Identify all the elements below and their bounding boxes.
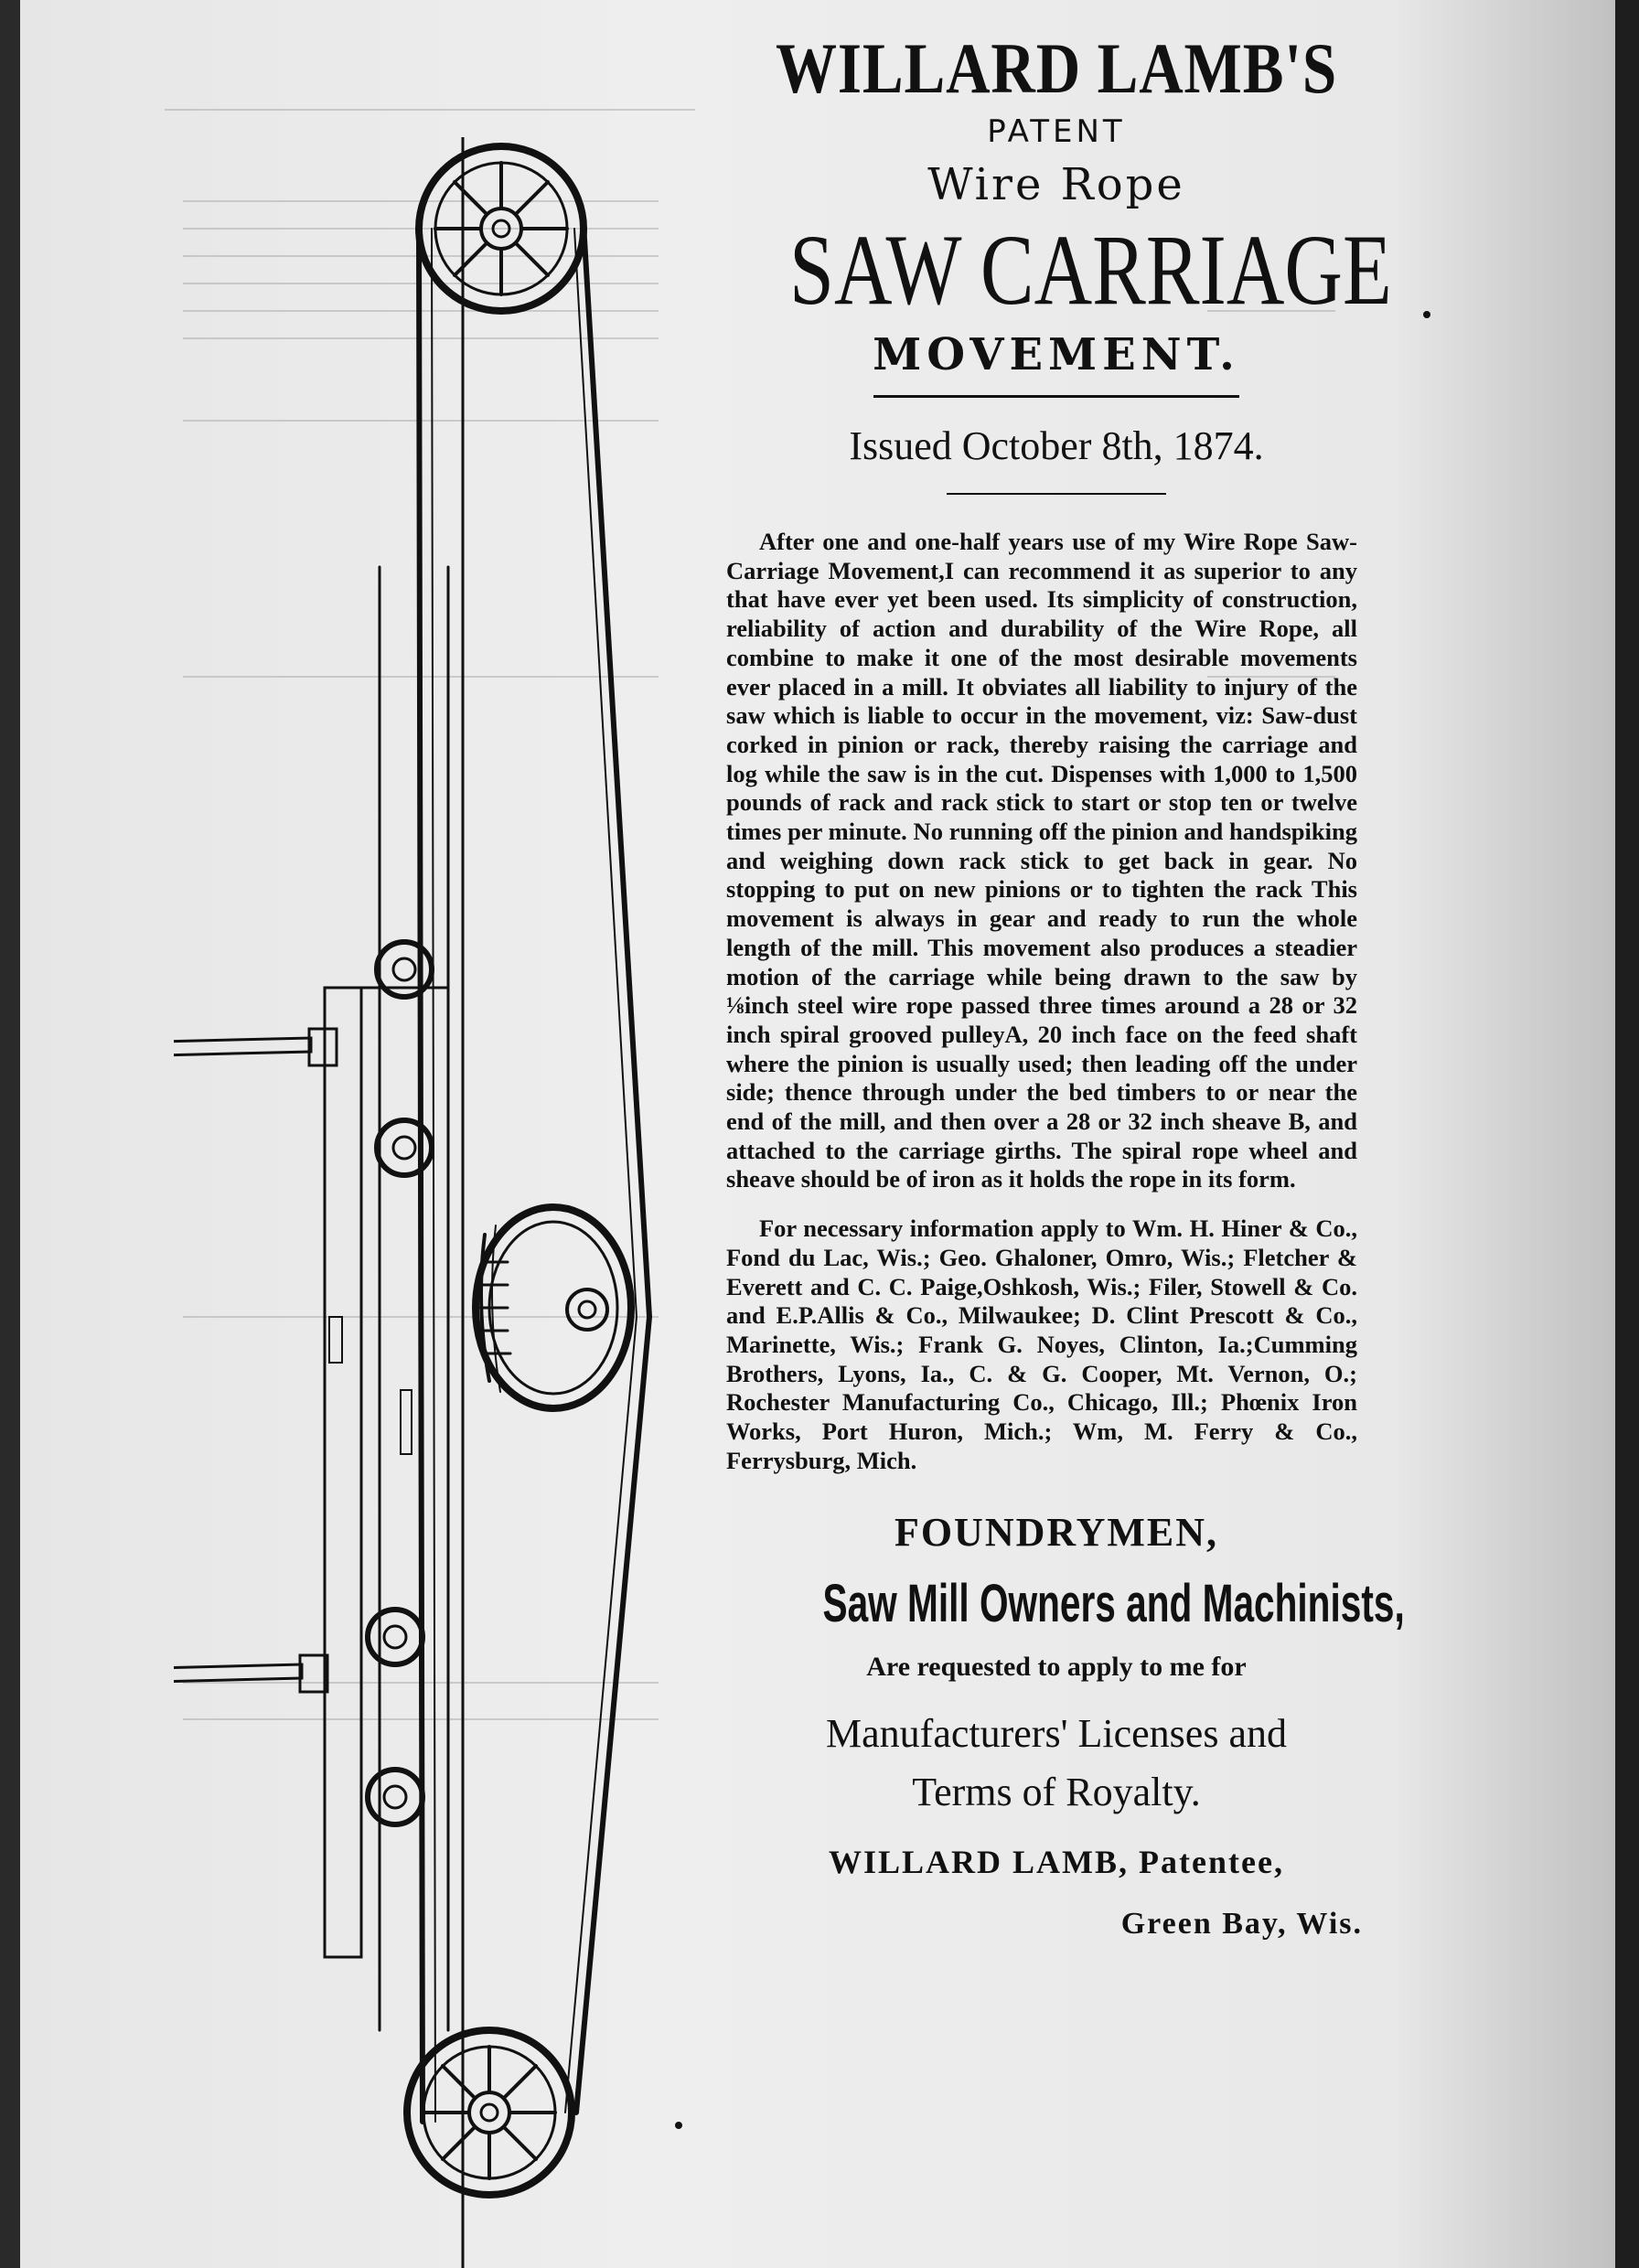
ad-product-line3: MOVEMENT. [873,329,1240,380]
ad-licenses-line2: Terms of Royalty. [912,1769,1201,1814]
ad-callout-owners: Saw Mill Owners and Machinists, [822,1573,1405,1633]
ad-patent-label: PATENT [987,113,1126,150]
ad-body [726,528,1357,1476]
rule-divider [873,395,1239,398]
ad-product-line1: Wire Rope [927,159,1185,210]
ink-speck [1423,311,1430,318]
ad-request-line: Are requested to apply to me for [866,1651,1247,1682]
ad-signature: WILLARD LAMB, Patentee, [829,1843,1284,1880]
ad-city: Green Bay, Wis. [1120,1906,1363,1941]
ink-speck [675,2122,682,2129]
ad-paragraph-description: After one and one-half years use of my Wire Rope Saw-Carriage Movement,I can recommend it as superior to any that have ever yet been used. Its simplicity of construction, reliability of action and durability of the Wire Rope, all combine to make it one of the most desirable movements ever placed in a mill. It obviates all liability to injury of the saw which is liable to occur in the movement, viz: Saw-dust corked in pinion or rack, thereby raising the carriage and log while the saw is in the cut. Dispenses with 1,000 to 1,500 pounds of rack and rack stick to start or stop ten or twelve times per minute. No running off the pinion and handspiking and weighing down rack stick to get back in gear. No stopping to put on new pinions or to tighten the rack This movement is always in gear and ready to run the whole length of the mill. This movement also produces a steadier motion of the carriage while being drawn to the saw by ⅛inch steel wire rope passed three times around a 28 or 32 inch spiral grooved pulleyA, 20 inch face on the feed shaft where the pinion is usually used; then leading off the under side; thence through under the bed timbers to or near the end of the mill, and then over a 28 or 32 inch sheave B, and attached to the carriage girths. The spiral rope wheel and sheave should be of iron as it holds the rope in its form. [726,528,1357,1193]
ad-paragraph-agents: For necessary information apply to Wm. H. Hiner & Co., Fond du Lac, Wis.; Geo. Ghaloner, Omro, Wis.; Fletcher & Everett and C. C. Paige,Oshkosh, Wis.; Filer, Stowell & Co. and E.P.Allis & Co., Milwaukee; D. Clint Prescott & Co., Marinette, Wis.; Frank G. Noyes, Clinton, Ia.;Cumming Brothers, Lyons, Ia., C. & G. Cooper, Mt. Vernon, O.; Rochester Manufacturing Co., Chicago, Ill.; Phœnix Iron Works, Port Huron, Mich.; Wm, M. Ferry & Co., Ferrysburg, Mich. [726,1214,1357,1474]
ad-title: WILLARD LAMB'S [775,28,1337,108]
scan-edge-right [1615,0,1639,2268]
ad-callout-foundrymen: FOUNDRYMEN, [894,1509,1219,1555]
scan-edge-left [0,0,20,2268]
saw-carriage-illustration [174,137,741,2268]
issued-date: Issued October 8th, 1874. [849,423,1264,468]
rule-divider-short [947,493,1166,495]
ad-licenses-line1: Manufacturers' Licenses and [826,1710,1287,1756]
advertisement [723,27,1405,1944]
ad-product-line2: SAW CARRIAGE [789,214,1392,326]
